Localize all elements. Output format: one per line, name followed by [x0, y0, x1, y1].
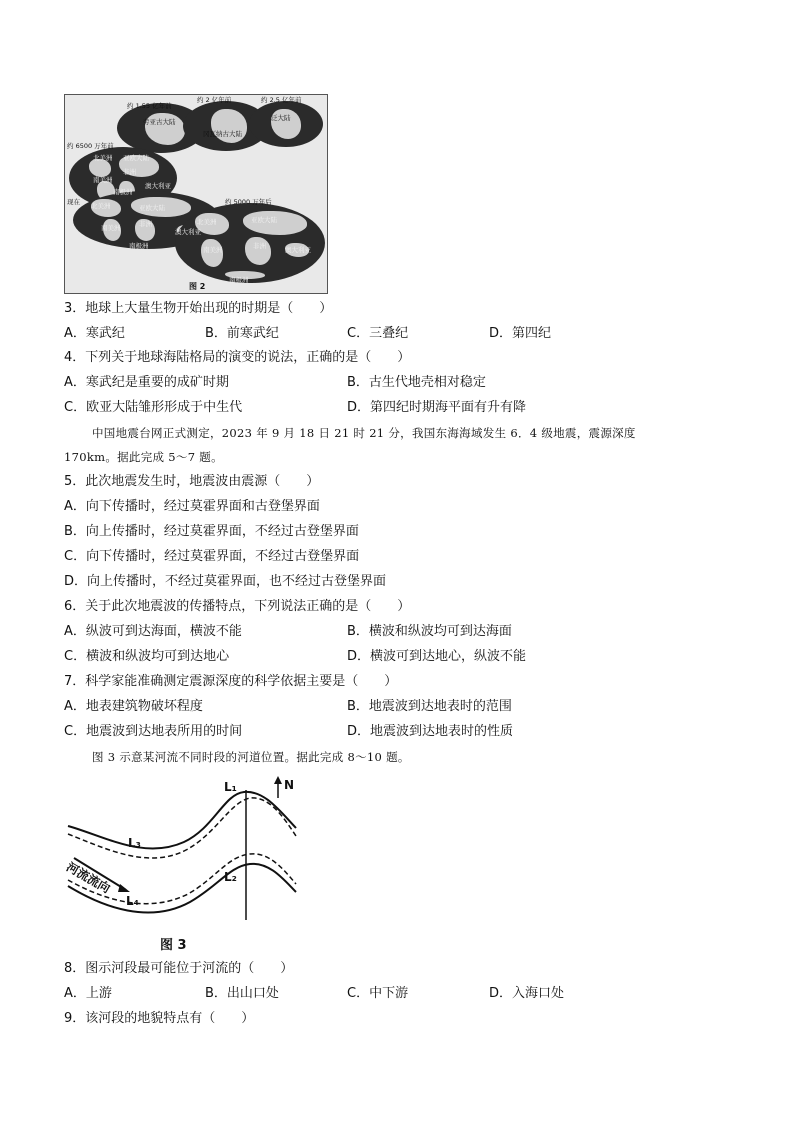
- africa-present-label: 非洲: [139, 220, 152, 228]
- figure-3-drawing: [64, 774, 300, 952]
- q8-option-c: C．中下游: [347, 986, 409, 1001]
- q6-stem: 6．关于此次地震波的传播特点，下列说法正确的是（ ）: [64, 599, 411, 614]
- q6-option-a: A．纵波可到达海面，横波不能: [64, 624, 242, 639]
- aus-future-label: 澳大利亚: [285, 246, 311, 254]
- ant-future-label: 南极洲: [229, 276, 249, 284]
- time-65ma-label: 约 6500 万年前: [67, 142, 114, 150]
- ant-65ma-label: 南极洲: [113, 188, 133, 196]
- gondwana-label: 冈瓦纳古大陆: [203, 130, 242, 138]
- q3-stem: 3．地球上大量生物开始出现的时期是（ ）: [64, 301, 333, 316]
- sa-future-label: 南美洲: [203, 246, 223, 254]
- figure-2-caption: 图 2: [189, 282, 206, 291]
- sa-present-label: 南美洲: [101, 224, 121, 232]
- eurasia-65ma-label: 亚欧大陆: [123, 154, 149, 162]
- na-65ma-label: 北美洲: [93, 154, 113, 162]
- aus-present-label: 澳大利亚: [175, 228, 201, 236]
- eurasia-future-label: 亚欧大陆: [251, 216, 277, 224]
- pangaea-label: 泛大陆: [271, 114, 291, 122]
- north-label: N: [284, 778, 295, 792]
- time-250ma-label: 约 2.5 亿年前: [261, 96, 302, 104]
- lead-paragraph-1-line-1: 中国地震台网正式测定，2023 年 9 月 18 日 21 时 21 分，我国东海海域发生 6．4 级地震，震源深度: [92, 426, 636, 440]
- q7-option-d: D．地震波到达地表时的性质: [347, 724, 514, 739]
- time-50ma-future-label: 约 5000 万年后: [225, 198, 272, 206]
- na-present-label: 北美洲: [91, 202, 111, 210]
- eurasia-present-label: 亚欧大陆: [139, 204, 165, 212]
- aus-65ma-label: 澳大利亚: [145, 182, 171, 190]
- flow-arrow-head: [118, 884, 130, 892]
- north-arrow-head: [274, 776, 282, 784]
- sa-65ma-label: 南美洲: [93, 176, 113, 184]
- q3-option-c: C．三叠纪: [347, 326, 409, 341]
- time-155ma-label: 约 1.55 亿年前: [127, 102, 172, 110]
- q4-option-b: B．古生代地壳相对稳定: [347, 375, 486, 390]
- q6-option-c: C．横波和纵波均可到达地心: [64, 649, 230, 664]
- l2-label: L₂: [224, 870, 237, 884]
- ant-present-label: 南极洲: [129, 242, 149, 250]
- time-present-label: 现在: [67, 198, 80, 206]
- q7-option-b: B．地震波到达地表时的范围: [347, 699, 512, 714]
- flow-direction-label: 河流流向: [64, 859, 113, 896]
- q5-option-c: C．向下传播时，经过莫霍界面，不经过古登堡界面: [64, 549, 360, 564]
- q5-option-a: A．向下传播时，经过莫霍界面和古登堡界面: [64, 499, 320, 514]
- q6-option-d: D．横波可到达地心，纵波不能: [347, 649, 527, 664]
- q5-stem: 5．此次地震发生时，地震波由震源（ ）: [64, 474, 320, 489]
- africa-future-label: 非洲: [253, 242, 266, 250]
- q3-option-a: A．寒武纪: [64, 326, 125, 341]
- l3-label: L₃: [128, 836, 141, 850]
- channel-bank-upper-dashed: [68, 798, 296, 858]
- l4-label: L₄: [126, 894, 139, 908]
- q4-option-c: C．欧亚大陆雏形形成于中生代: [64, 400, 243, 415]
- q7-stem: 7．科学家能准确测定震源深度的科学依据主要是（ ）: [64, 674, 398, 689]
- q3-option-b: B．前寒武纪: [205, 326, 279, 341]
- figure-3-river-channels: [64, 774, 300, 952]
- q3-option-d: D．第四纪: [489, 326, 552, 341]
- globe-250ma: [249, 101, 323, 147]
- q8-option-d: D．入海口处: [489, 986, 565, 1001]
- q7-option-a: A．地表建筑物破坏程度: [64, 699, 203, 714]
- africa-65ma-label: 非洲: [123, 168, 136, 176]
- q9-stem: 9．该河段的地貌特点有（ ）: [64, 1011, 255, 1026]
- figure-2-continental-drift: [64, 94, 328, 294]
- q5-option-b: B．向上传播时，经过莫霍界面，不经过古登堡界面: [64, 524, 359, 539]
- na-future-label: 北美洲: [197, 218, 217, 226]
- q4-option-a: A．寒武纪是重要的成矿时期: [64, 375, 229, 390]
- l1-label: L₁: [224, 780, 237, 794]
- q8-stem: 8．图示河段最可能位于河流的（ ）: [64, 961, 294, 976]
- laurasia-label: 劳亚古大陆: [143, 118, 176, 126]
- q8-option-a: A．上游: [64, 986, 112, 1001]
- lead-paragraph-1-line-2: 170km。据此完成 5～7 题。: [64, 450, 223, 464]
- q5-option-d: D．向上传播时，不经过莫霍界面，也不经过古登堡界面: [64, 574, 387, 589]
- q4-option-d: D．第四纪时期海平面有升有降: [347, 400, 527, 415]
- q8-option-b: B．出山口处: [205, 986, 279, 1001]
- time-200ma-label: 约 2 亿年前: [197, 96, 232, 104]
- q7-option-c: C．地震波到达地表所用的时间: [64, 724, 243, 739]
- figure-3-caption: 图 3: [160, 938, 187, 953]
- q4-stem: 4．下列关于地球海陆格局的演变的说法，正确的是（ ）: [64, 350, 411, 365]
- q6-option-b: B．横波和纵波均可到达海面: [347, 624, 512, 639]
- globe-50ma-future: [175, 203, 325, 283]
- lead-paragraph-2: 图 3 示意某河流不同时段的河道位置。据此完成 8～10 题。: [92, 750, 410, 764]
